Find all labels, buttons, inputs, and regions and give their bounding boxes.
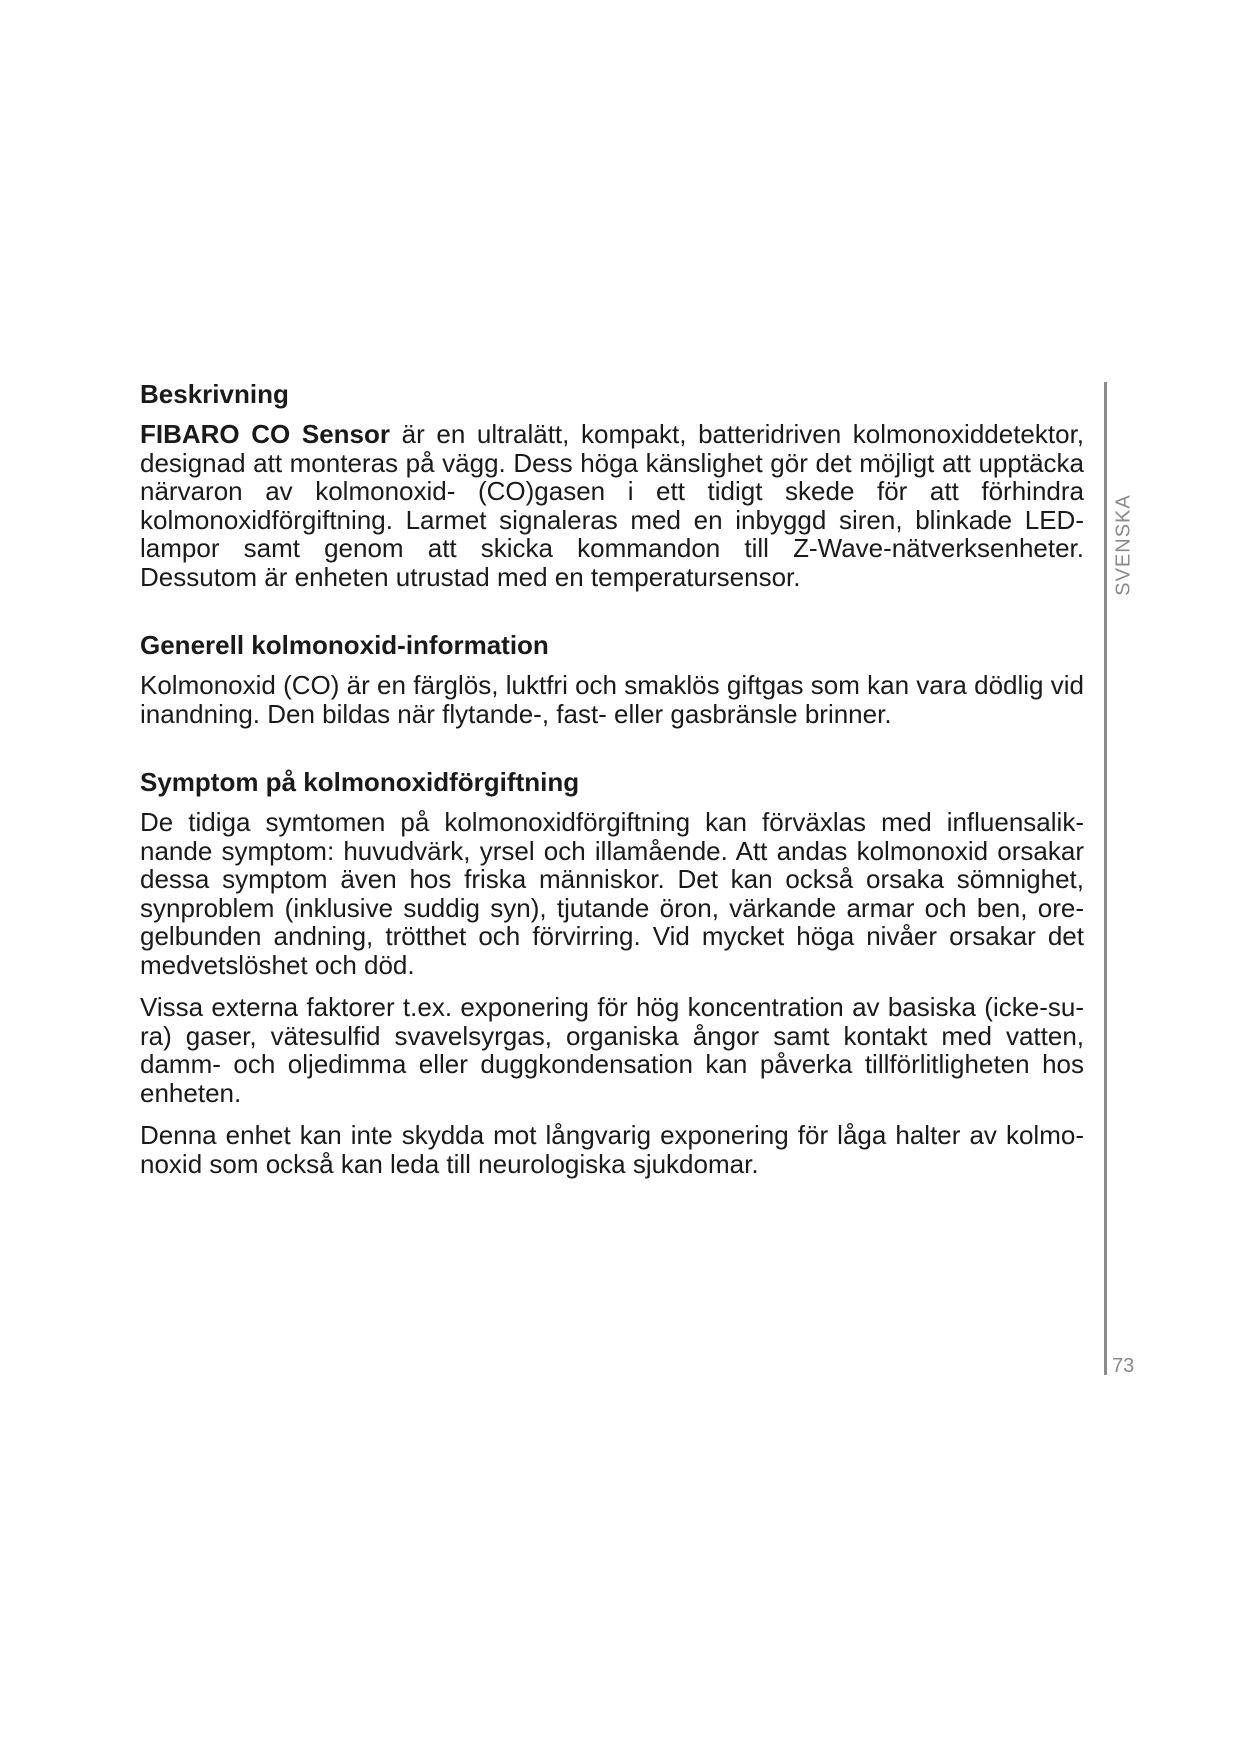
product-name: FIBARO CO Sensor — [140, 419, 391, 449]
paragraph-beskrivning — [140, 420, 1084, 591]
heading-beskrivning: Beskrivning — [140, 379, 289, 409]
language-label: SVENSKA — [1112, 494, 1135, 596]
paragraph-generell: Kolmonoxid (CO) är en färglös, luktfri och smaklös giftgas som kan vara dödlig vid inandning. Den bildas när flytande-, fast- eller gasbränsle brinner. — [140, 670, 1084, 729]
heading-generell: Generell kolmonoxid-information — [140, 630, 549, 660]
beskrivning-text: är en ultralätt, kompakt, batteridriven kolmonoxiddetektor, designad att monteras på vägg. Dess höga känslighet gör det möjligt att upptäcka närvaron av kolmonoxid- (CO)gasen i ett tidigt skede för att förhindra kolmonoxidförgiftning. Larmet signaleras med en inbyggd siren, blinkade LED-lampor samt genom att skicka kommandon till Z-Wave-nätverksenheter. Dessutom är enheten utrustad med en temperatursensor. — [140, 419, 1085, 592]
heading-symptom: Symptom på kolmonoxidförgiftning — [140, 767, 580, 797]
paragraph-symptom-1: De tidiga symtomen på kolmonoxidförgiftning kan förväxlas med influensaliknande symptom: huvudvärk, yrsel och illamående. Att andas kolmonoxid orsakar dessa symptom även hos friska människor. Det kan också orsaka sömnighet, synproblem (inklusive suddig syn), tjutande öron, värkande armar och ben, oregelbunden andning, trötthet och förvirring. Vid mycket höga nivåer orsakar det medvetslöshet och död. — [140, 807, 1084, 980]
paragraph-symptom-2: Vissa externa faktorer t.ex. exponering för hög koncentration av basiska (icke-sura) gaser, vätesulfid svavelsyrgas, organiska ångor samt kontakt med vatten, damm- och oljedimma eller duggkondensation kan påverka tillförlitligheten hos enheten. — [140, 992, 1084, 1108]
page-content — [140, 378, 1084, 1178]
page-number: 73 — [1112, 1355, 1135, 1377]
paragraph-symptom-3: Denna enhet kan inte skydda mot långvarig exponering för låga halter av kolmonoxid som också kan leda till neurologiska sjukdomar. — [140, 1120, 1084, 1179]
side-divider — [1104, 382, 1107, 1375]
